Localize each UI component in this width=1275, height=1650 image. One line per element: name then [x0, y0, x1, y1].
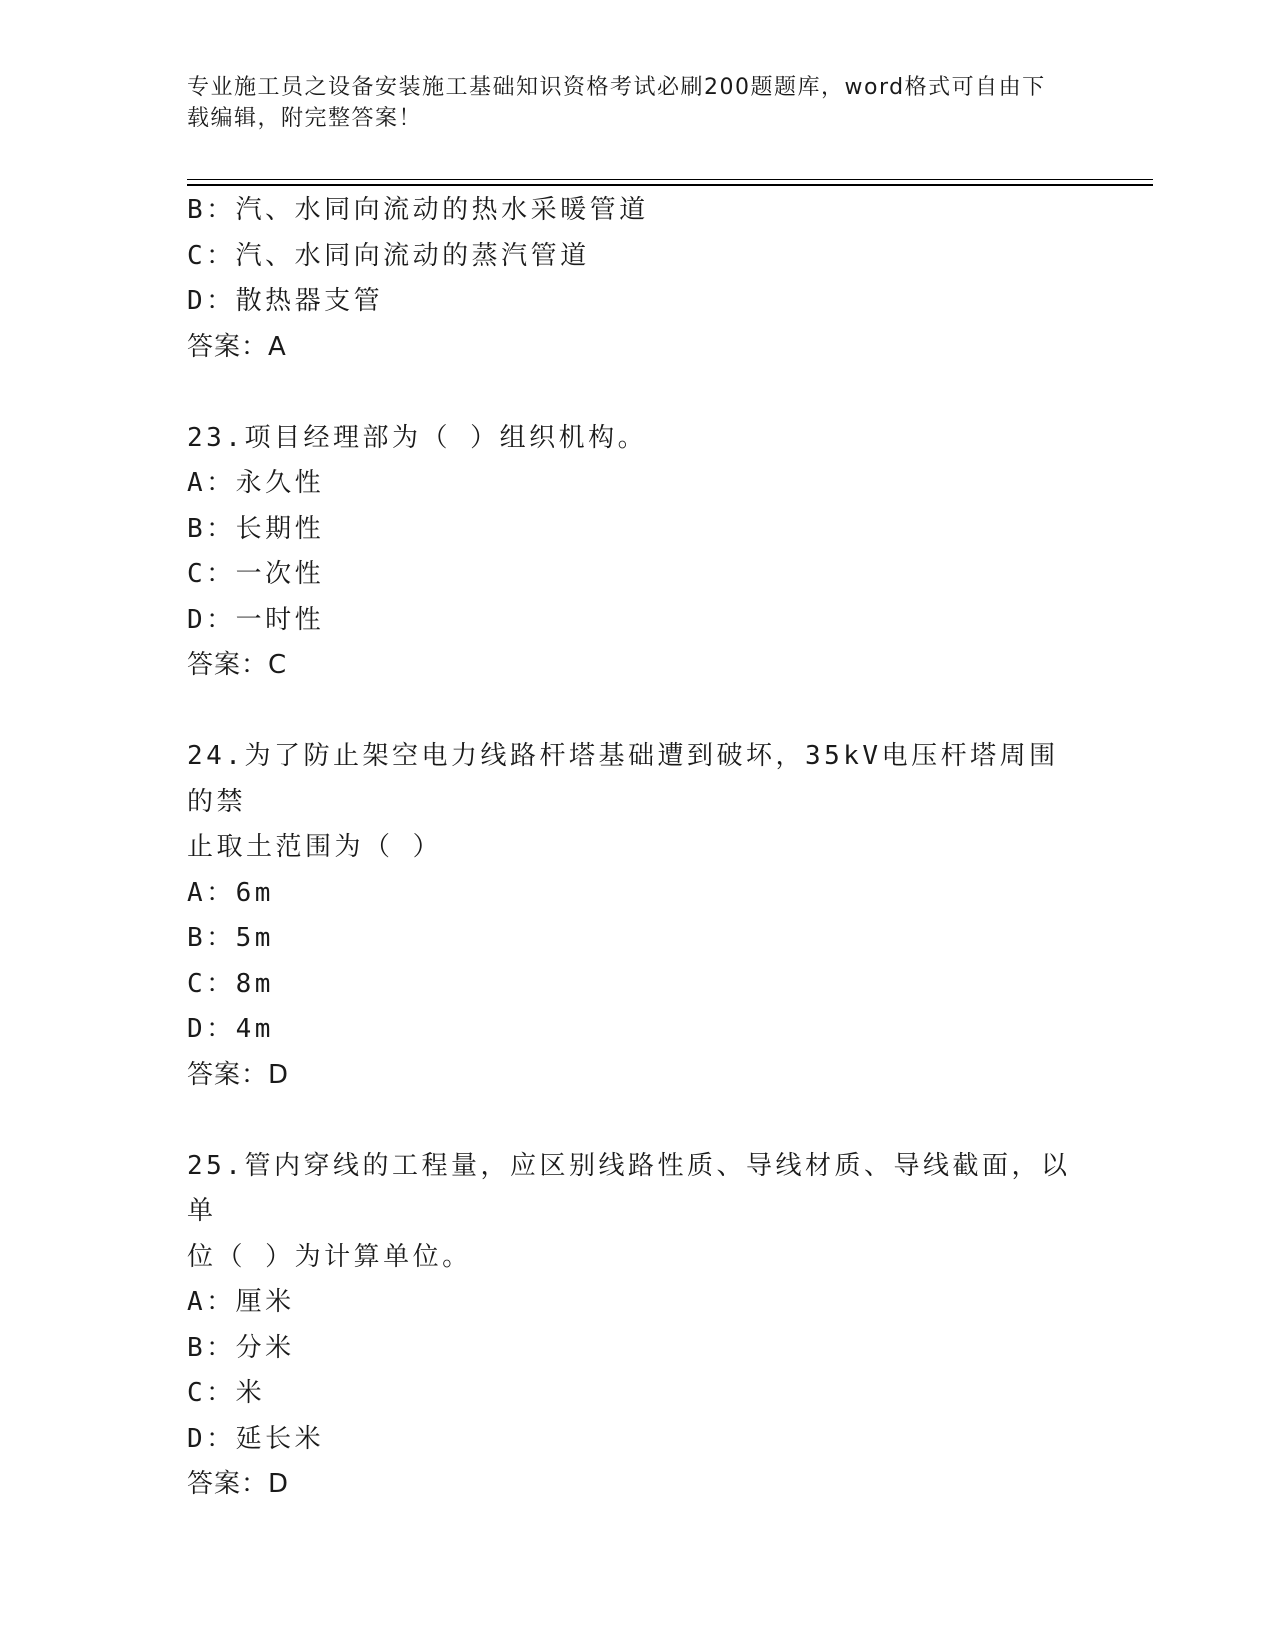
question-23 [187, 416, 1087, 689]
question-stem-line-1: 24.为了防止架空电力线路杆塔基础遭到破坏，35kV电压杆塔周围的禁 [187, 741, 1059, 817]
question-24 [187, 734, 1087, 1098]
question-stem-line-2: 位（ ）为计算单位。 [187, 1241, 472, 1272]
spacer [187, 370, 1087, 416]
option-c: C：一次性 [187, 559, 325, 589]
option-d: D：一时性 [187, 604, 325, 635]
spacer [187, 1098, 1087, 1144]
option-d: D：延长米 [187, 1423, 325, 1454]
answer: 答案：C [187, 650, 288, 680]
spacer [187, 689, 1087, 735]
option-a: A：厘米 [187, 1287, 295, 1317]
option-b: B：5m [187, 923, 274, 953]
document-header: 专业施工员之设备安装施工基础知识资格考试必刷200题题库，word格式可自由下载编辑，附完整答案！ [187, 75, 1046, 131]
option-b: B：长期性 [187, 513, 325, 544]
question-stem-line-1: 25.管内穿线的工程量，应区别线路性质、导线材质、导线截面，以单 [187, 1150, 1071, 1226]
option-b: B：汽、水同向流动的热水采暖管道 [187, 195, 649, 225]
question-22-continued [187, 188, 1087, 370]
question-stem: 23.项目经理部为（ ）组织机构。 [187, 422, 648, 453]
question-list [187, 188, 1087, 1508]
option-c: C：米 [187, 1378, 266, 1408]
option-b: B：分米 [187, 1332, 295, 1363]
question-25 [187, 1144, 1087, 1508]
option-c: C：8m [187, 968, 274, 999]
question-stem-line-2: 止取土范围为（ ） [187, 832, 443, 862]
answer: 答案：A [187, 331, 287, 362]
answer: 答案：D [187, 1469, 290, 1499]
option-a: A：6m [187, 877, 274, 908]
header-divider [187, 179, 1153, 180]
option-a: A：永久性 [187, 468, 325, 498]
answer: 答案：D [187, 1059, 290, 1090]
option-d: D：4m [187, 1014, 274, 1044]
option-c: C：汽、水同向流动的蒸汽管道 [187, 240, 590, 271]
header-divider-thick [187, 184, 1153, 186]
option-d: D：散热器支管 [187, 286, 384, 316]
